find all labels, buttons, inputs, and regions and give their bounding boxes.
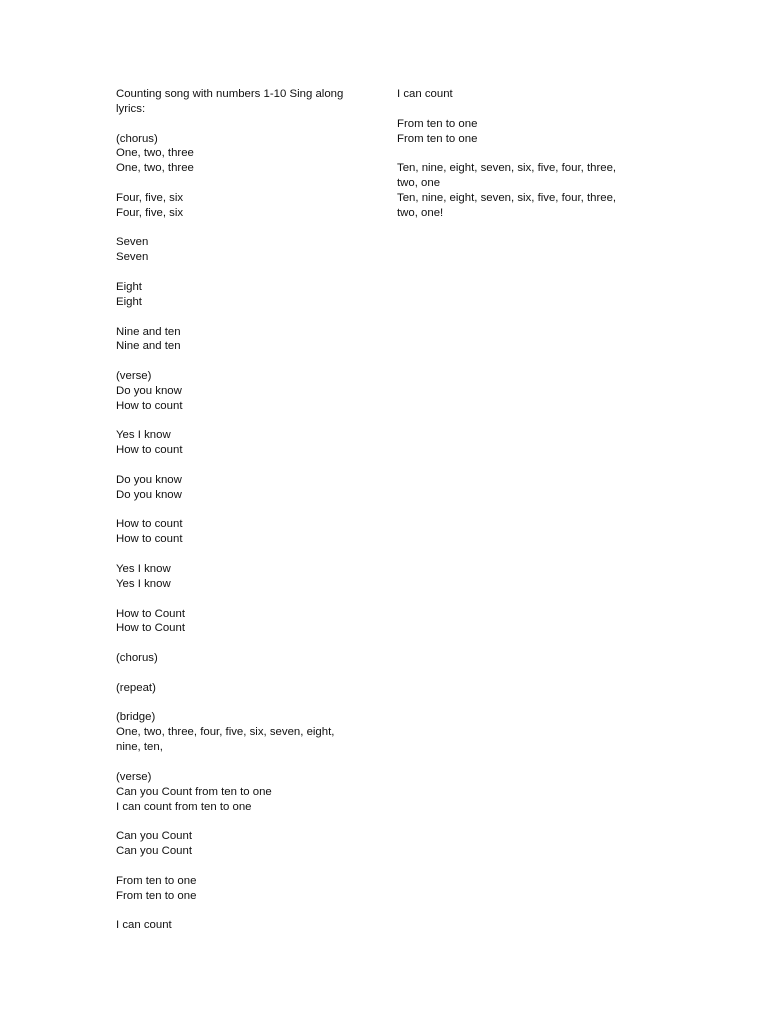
lyric-line: Nine and ten — [116, 325, 181, 338]
doc-title-line: Counting song with numbers 1-10 Sing along lyrics: — [116, 88, 347, 115]
section-label: (bridge) — [116, 711, 156, 724]
lyric-line: Ten, nine, eight, seven, six, five, four, three, two, one! — [397, 191, 620, 219]
lyric-line: Yes I know — [116, 577, 171, 590]
blank-line — [116, 696, 356, 711]
section-label: (repeat) — [116, 681, 156, 694]
blank-line — [397, 146, 637, 161]
lyric-line: Yes I know — [116, 563, 171, 575]
blank-line — [116, 636, 356, 651]
lyric-line: From ten to one — [397, 132, 478, 145]
lyric-line: Do you know — [116, 488, 182, 501]
lyric-line: Four, five, six — [116, 191, 184, 204]
blank-line — [397, 102, 637, 117]
blank-line — [116, 117, 356, 132]
blank-line — [116, 859, 356, 874]
lyric-line: From ten to one — [116, 874, 197, 887]
lyric-line: One, two, three, four, five, six, seven, eight, nine, ten, — [116, 726, 338, 754]
lyric-line: I can count from ten to one — [116, 800, 252, 813]
blank-line — [116, 547, 356, 562]
blank-line — [116, 755, 356, 770]
lyric-line: Nine and ten — [116, 340, 181, 353]
lyric-line: From ten to one — [397, 117, 478, 130]
lyric-line: How to count — [116, 399, 183, 412]
lyric-line: Four, five, six — [116, 206, 184, 219]
lyric-line: Seven — [116, 236, 149, 249]
blank-line — [116, 458, 356, 473]
blank-line — [116, 265, 356, 280]
lyric-line: Can you Count — [116, 830, 192, 843]
lyric-line: Eight — [116, 295, 142, 308]
lyric-line: How to count — [116, 518, 183, 531]
lyric-line: I can count — [397, 88, 453, 100]
lyric-line: Ten, nine, eight, seven, six, five, four, three, two, one — [397, 162, 620, 190]
lyric-line: Eight — [116, 280, 142, 293]
blank-line — [116, 221, 356, 236]
lyric-line: Do you know — [116, 384, 182, 397]
lyric-line: Do you know — [116, 473, 182, 486]
lyric-line: I can count — [116, 919, 172, 932]
lyric-line: One, two, three — [116, 162, 194, 175]
blank-line — [116, 592, 356, 607]
blank-line — [116, 354, 356, 369]
lyric-line: Can you Count from ten to one — [116, 785, 272, 798]
blank-line — [116, 310, 356, 325]
lyric-line: How to count — [116, 533, 183, 546]
section-label: (verse) — [116, 770, 152, 783]
section-label: (chorus) — [116, 132, 158, 145]
lyrics-left-column — [116, 87, 356, 933]
lyrics-right-column — [397, 87, 637, 221]
blank-line — [116, 903, 356, 918]
section-label: (chorus) — [116, 652, 158, 665]
lyric-line: One, two, three — [116, 147, 194, 160]
blank-line — [116, 666, 356, 681]
blank-line — [116, 176, 356, 191]
lyric-line: From ten to one — [116, 889, 197, 902]
lyric-line: How to count — [116, 444, 183, 457]
lyric-line: Can you Count — [116, 845, 192, 858]
lyric-line: How to Count — [116, 607, 186, 620]
blank-line — [116, 814, 356, 829]
lyric-line: Yes I know — [116, 429, 171, 442]
section-label: (verse) — [116, 370, 152, 383]
lyric-line: Seven — [116, 251, 149, 264]
lyric-line: How to Count — [116, 622, 186, 635]
blank-line — [116, 414, 356, 429]
blank-line — [116, 503, 356, 518]
